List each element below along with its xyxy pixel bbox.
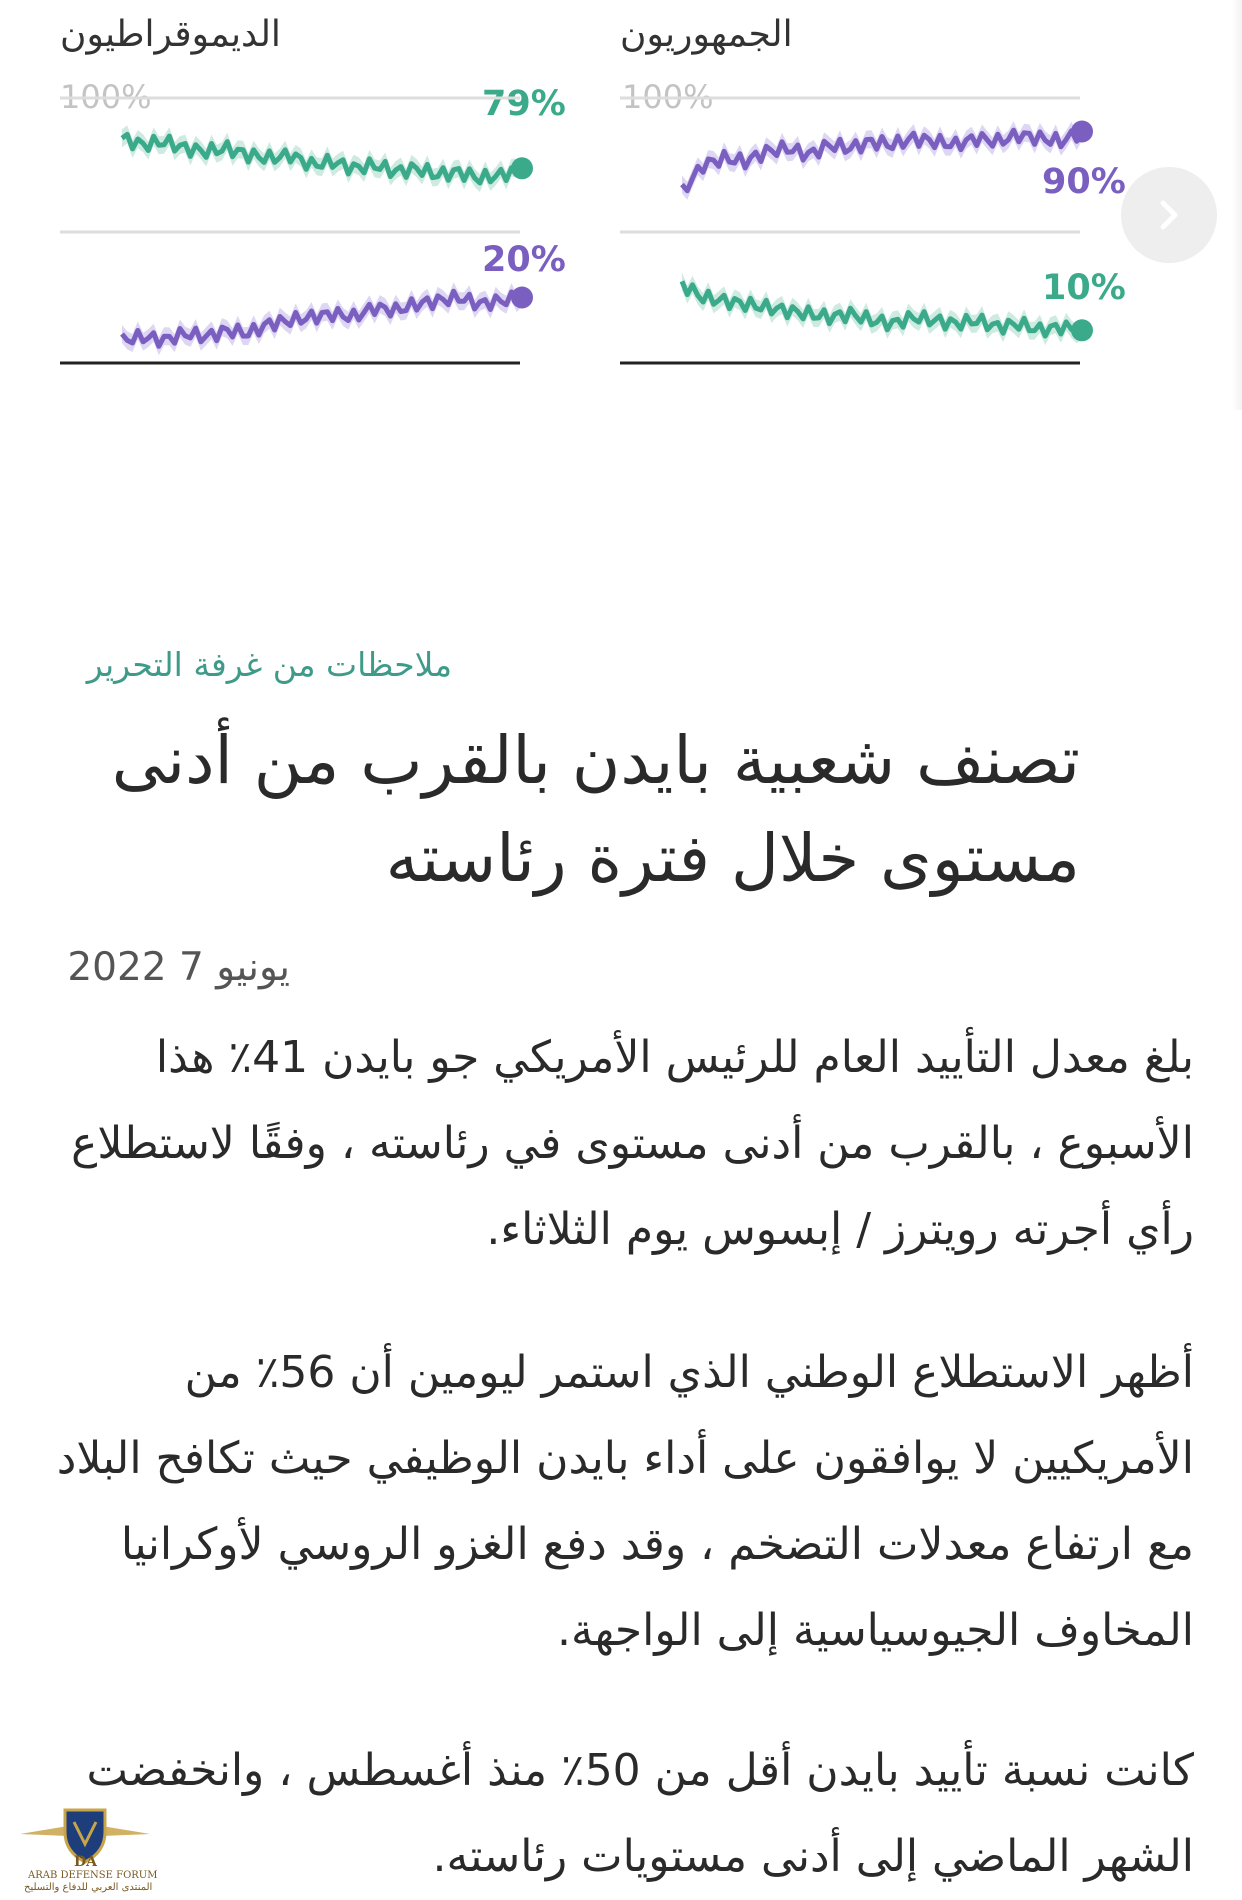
chart2-series1-line bbox=[682, 130, 1082, 191]
carousel-next-button[interactable] bbox=[1121, 167, 1217, 263]
republicans-axis-100-label: 100% bbox=[622, 78, 714, 116]
chart1-series1-end-point bbox=[511, 157, 533, 179]
republicans-disapprove-pct-label: 90% bbox=[1042, 162, 1126, 202]
watermark-name-ar: المنتدى العربي للدفاع والتسليح bbox=[24, 1882, 153, 1893]
article-paragraph-1: بلغ معدل التأييد العام للرئيس الأمريكي جو بايدن 41٪ هذا الأسبوع ، بالقرب من أدنى مستوى في رئاسته ، وفقًا لاستطلاع رأي أجرته رويترز / إبسوس يوم الثلاثاء. bbox=[71, 1032, 1194, 1255]
chevron-right-icon bbox=[1149, 195, 1189, 235]
democrats-approve-pct-label: 79% bbox=[482, 84, 566, 124]
approval-charts bbox=[0, 0, 1242, 400]
republicans-approve-pct-label: 10% bbox=[1042, 268, 1126, 308]
article-kicker[interactable]: ملاحظات من غرفة التحرير bbox=[86, 645, 452, 684]
watermark-name-en: ARAB DEFENSE FORUM bbox=[28, 1870, 158, 1881]
republicans-chart-title: الجمهوريون bbox=[620, 14, 793, 55]
chart1-series2-band bbox=[122, 282, 522, 355]
chart1-series2-end-point bbox=[511, 287, 533, 309]
democrats-disapprove-pct-label: 20% bbox=[482, 240, 566, 280]
carousel-edge bbox=[1232, 0, 1242, 410]
watermark-initials: DA bbox=[74, 1854, 98, 1870]
chart2-series2-end-point bbox=[1071, 319, 1093, 341]
chart1-series1-band bbox=[122, 125, 522, 192]
democrats-axis-100-label: 100% bbox=[60, 78, 152, 116]
article-headline: تصنف شعبية بايدن بالقرب من أدنى مستوى خلال فترة رئاسته bbox=[111, 722, 1080, 897]
arab-defense-forum-watermark bbox=[10, 1800, 160, 1896]
democrats-chart-title: الديموقراطيون bbox=[60, 14, 281, 55]
chart2-series1-end-point bbox=[1071, 121, 1093, 143]
article-date: يونيو 7 2022 bbox=[67, 945, 290, 990]
article-paragraph-2: أظهر الاستطلاع الوطني الذي استمر ليومين أن 56٪ من الأمريكيين لا يوافقون على أداء بايدن الوظيفي حيث تكافح البلاد مع ارتفاع معدلات التضخم ، وقد دفع الغزو الروسي لأوكرانيا المخاوف الجيوسياسية إلى الواجهة. bbox=[56, 1347, 1194, 1656]
article-paragraph-3: كانت نسبة تأييد بايدن أقل من 50٪ منذ أغسطس ، وانخفضت الشهر الماضي إلى أدنى مستويات رئاسته. bbox=[86, 1745, 1194, 1882]
